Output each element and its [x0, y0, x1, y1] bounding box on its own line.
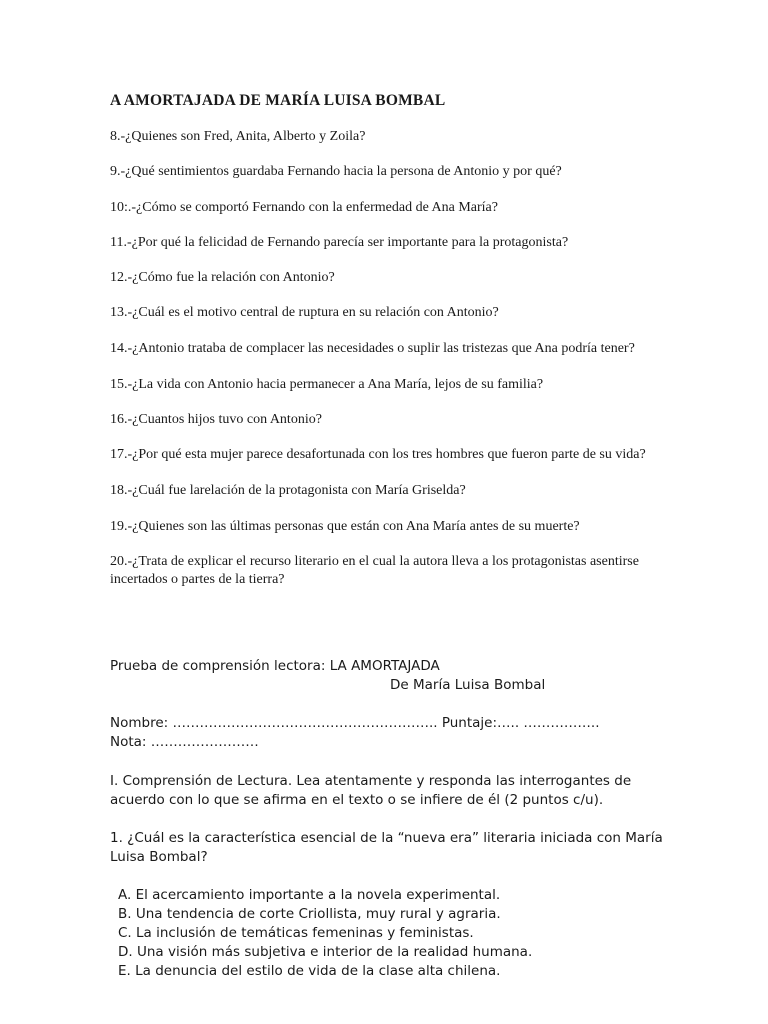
prueba-header — [110, 657, 710, 695]
instructions: I. Comprensión de Lectura. Lea atentamente y responda las interrogantes de acuerdo con lo que se afirma en el texto o se infiere de él (2 puntos c/u). — [110, 773, 632, 808]
question-item: 17.-¿Por qué esta mujer parece desafortunada con los tres hombres que fueron parte de su vida? — [110, 447, 646, 463]
option-d: D. Una visión más subjetiva e interior de la realidad humana. — [118, 944, 533, 960]
nota-line: Nota: …………………… — [110, 734, 259, 750]
question-item: 10:.-¿Cómo se comportó Fernando con la enfermedad de Ana María? — [110, 199, 498, 215]
question-item: 14.-¿Antonio trataba de complacer las necesidades o suplir las tristezas que Ana podría tener? — [110, 340, 635, 356]
question-item: 18.-¿Cuál fue larelación de la protagonista con María Griselda? — [110, 483, 466, 499]
option-e: E. La denuncia del estilo de vida de la clase alta chilena. — [118, 963, 501, 979]
student-fields — [110, 714, 710, 752]
question-item: 9.-¿Qué sentimientos guardaba Fernando hacia la persona de Antonio y por qué? — [110, 164, 562, 180]
question-item: 15.-¿La vida con Antonio hacia permanecer a Ana María, lejos de su familia? — [110, 376, 544, 392]
document-title: A AMORTAJADA DE MARÍA LUISA BOMBAL — [110, 92, 446, 109]
question-1: 1. ¿Cuál es la característica esencial de la “nueva era” literaria iniciada con María Luisa Bombal? — [110, 830, 663, 865]
option-a: A. El acercamiento importante a la novela experimental. — [118, 887, 501, 903]
option-b: B. Una tendencia de corte Criollista, muy rural y agraria. — [118, 906, 501, 922]
question-item: 11.-¿Por qué la felicidad de Fernando parecía ser importante para la protagonista? — [110, 234, 569, 250]
prueba-author: De María Luisa Bombal — [390, 677, 546, 693]
question-item: 19.-¿Quienes son las últimas personas que están con Ana María antes de su muerte? — [110, 518, 580, 534]
answer-options — [118, 886, 532, 981]
question-item: 8.-¿Quienes son Fred, Anita, Alberto y Zoila? — [110, 129, 366, 144]
question-item: 12.-¿Cómo fue la relación con Antonio? — [110, 270, 335, 286]
question-item: 16.-¿Cuantos hijos tuvo con Antonio? — [110, 412, 322, 428]
question-item: 20.-¿Trata de explicar el recurso literario en el cual la autora lleva a los protagonistas asentirse incertados o partes de la tierra? — [110, 553, 639, 587]
option-c: C. La inclusión de temáticas femeninas y feministas. — [118, 925, 474, 941]
nombre-puntaje-line: Nombre: ………………………………………………….. Puntaje:….. …………….. — [110, 715, 600, 731]
prueba-title: Prueba de comprensión lectora: LA AMORTAJADA — [110, 658, 440, 674]
question-list — [110, 128, 670, 607]
question-item: 13.-¿Cuál es el motivo central de ruptura en su relación con Antonio? — [110, 305, 499, 321]
